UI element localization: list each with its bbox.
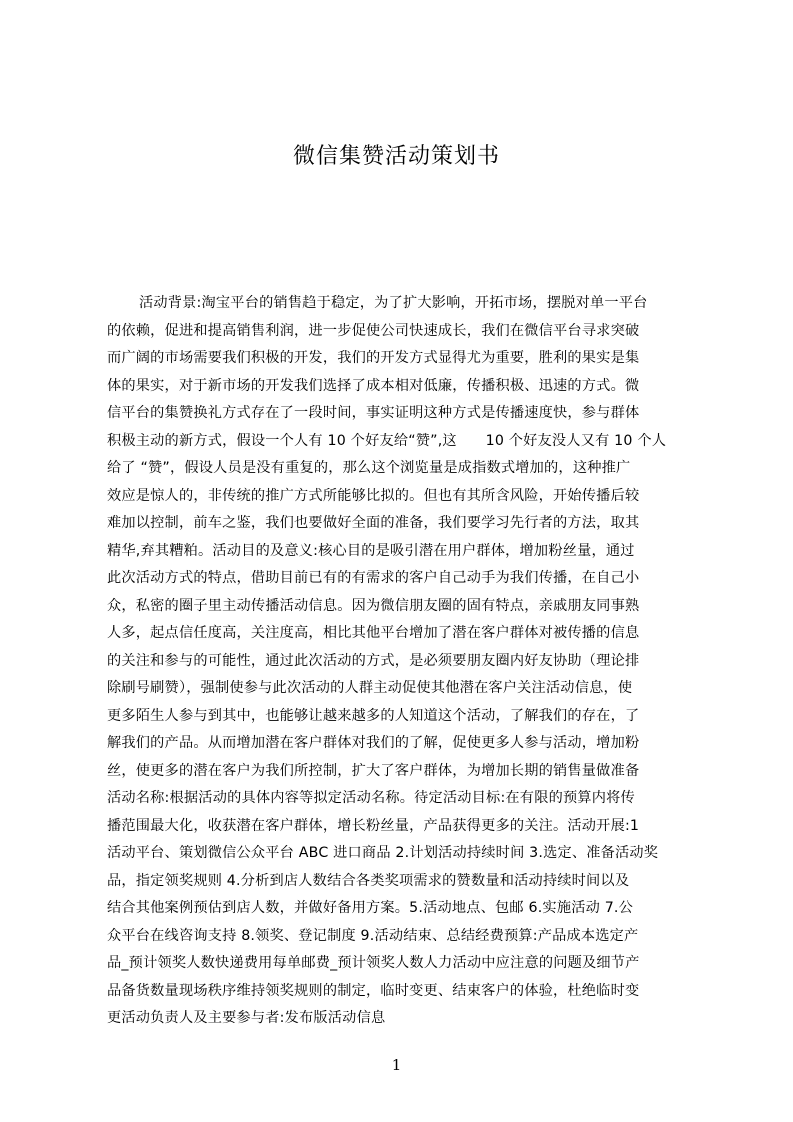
- text-line: 品_预计领奖人数快递费用每单邮费_预计领奖人数人力活动中应注意的问题及细节产: [107, 955, 640, 971]
- text-line: 活动平台、策划微信公众平台 ABC 进口商品 2.计划活动持续时间 3.选定、准备活动奖: [107, 845, 659, 861]
- text-line: 品，指定领奖规则 4.分析到店人数结合各类奖项需求的赞数量和活动持续时间以及: [107, 872, 630, 889]
- text-line: 信平台的集赞换礼方式存在了一段时间，事实证明这种方式是传播速度快，参与群体: [107, 405, 640, 421]
- text-line: 解我们的产品。从而增加潜在客户群体对我们的了解，促使更多人参与活动，增加粉: [107, 735, 640, 751]
- text-line: 活动名称:根据活动的具体内容等拟定活动名称。待定活动目标:在有限的预算内将传: [107, 790, 635, 806]
- text-line: 的依赖，促进和提高销售利润，进一步促使公司快速成长，我们在微信平台寻求突破: [107, 322, 640, 339]
- text-line: 的关注和参与的可能性，通过此次活动的方式，是必须要朋友圈内好友协助（理论排: [107, 652, 640, 669]
- text-line: 人多，起点信任度高，关注度高，相比其他平台增加了潜在客户群体对被传播的信息: [107, 625, 640, 641]
- text-line: 活动背景:淘宝平台的销售趋于稳定，为了扩大影响，开拓市场，摆脱对单一平台: [139, 295, 648, 311]
- page-title: 微信集赞活动策划书: [292, 144, 500, 169]
- text-line: 难加以控制，前车之鉴，我们也要做好全面的准备，我们要学习先行者的方法，取其: [107, 515, 640, 531]
- text-line: 精华,弃其糟粕。活动目的及意义:核心目的是吸引潜在用户群体，增加粉丝量，通过: [107, 542, 635, 559]
- text-line: 更活动负责人及主要参与者:发布版活动信息: [107, 1010, 386, 1026]
- text-line: 丝，使更多的潜在客户为我们所控制，扩大了客户群体，为增加长期的销售量做准备: [107, 762, 640, 779]
- text-line: 效应是惊人的，非传统的推广方式所能够比拟的。但也有其所含风险，开始传播后较: [107, 487, 640, 504]
- text-line: 给了 “赞”，假设人员是没有重复的，那么这个浏览量是成指数式增加的，这种推广: [107, 460, 631, 476]
- text-line: 众平台在线咨询支持 8.领奖、登记制度 9.活动结束、总结经费预算:产品成本选定产: [107, 927, 639, 944]
- text-line: 播范围最大化，收获潜在客户群体，增长粉丝量，产品获得更多的关注。活动开展:1: [107, 817, 640, 834]
- text-line: 除刷号刷赞），强制使参与此次活动的人群主动促使其他潜在客户关注活动信息，使: [107, 680, 633, 696]
- text-line: 此次活动方式的特点，借助目前已有的有需求的客户自己动手为我们传播，在自己小: [107, 570, 640, 586]
- body-paragraph: [107, 290, 703, 1033]
- text-line: 品备货数量现场秩序维持领奖规则的制定，临时变更、结束客户的体验，杜绝临时变: [107, 982, 640, 999]
- text-line: 而广阔的市场需要我们积极的开发，我们的开发方式显得尤为重要，胜利的果实是集: [107, 350, 640, 366]
- text-line: 更多陌生人参与到其中，也能够让越来越多的人知道这个活动，了解我们的存在，了: [107, 707, 640, 724]
- text-line: 众，私密的圈子里主动传播活动信息。因为微信朋友圈的固有特点，亲戚朋友同事熟: [107, 597, 640, 614]
- text-line: 积极主动的新方式，假设一个人有 10 个好友给“赞”,这 10 个好友没人又有 10 个人: [107, 432, 667, 449]
- text-line: 体的果实，对于新市场的开发我们选择了成本相对低廉，传播积极、迅速的方式。微: [107, 377, 640, 394]
- text-line: 结合其他案例预估到店人数，并做好备用方案。5.活动地点、包邮 6.实施活动 7.公: [107, 900, 634, 916]
- page-number: 1: [391, 1056, 402, 1074]
